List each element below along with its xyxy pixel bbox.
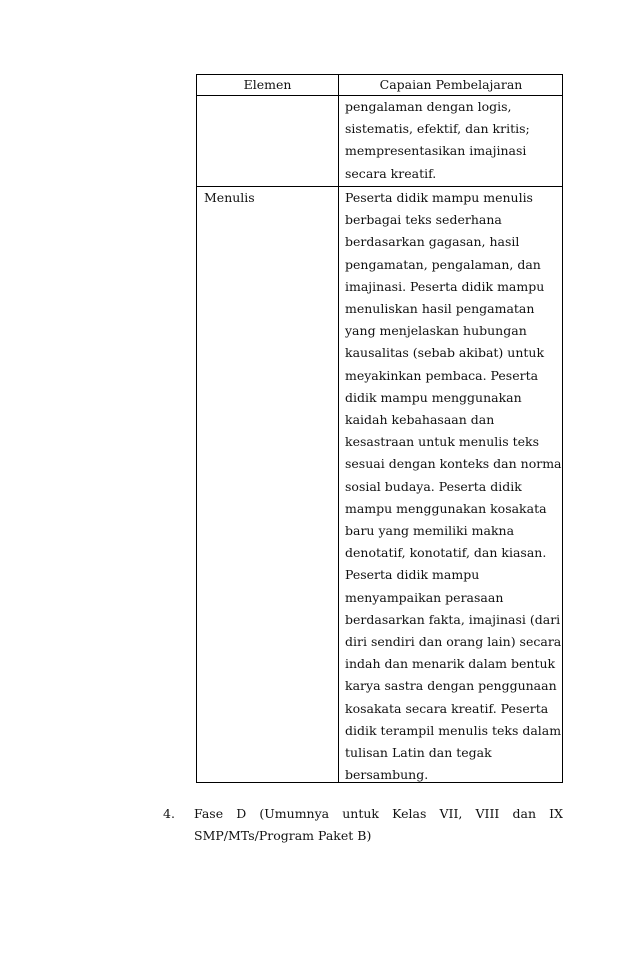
text-line: menyampaikan perasaan — [345, 589, 504, 605]
text-line: berdasarkan fakta, imajinasi (dari — [345, 611, 561, 627]
word: IX — [549, 806, 563, 821]
text-line: baru yang memiliki makna — [345, 523, 515, 539]
row1-capaian-cell — [345, 96, 530, 185]
header-capaian-pembelajaran: Capaian Pembelajaran — [379, 77, 523, 92]
text-line: didik mampu menggunakan — [345, 389, 522, 405]
text-line: tulisan Latin dan tegak — [345, 745, 492, 761]
column-divider — [338, 75, 339, 782]
word: Kelas — [392, 806, 427, 821]
text-line: yang menjelaskan hubungan — [345, 323, 527, 339]
text-line: secara kreatif. — [345, 165, 437, 181]
text-line: berbagai teks sederhana — [345, 212, 502, 228]
row2-capaian-cell — [345, 187, 562, 786]
text-line: karya sastra dengan penggunaan — [345, 678, 557, 694]
word: VIII — [475, 806, 500, 821]
text-line: pengalaman dengan logis, — [345, 99, 512, 114]
text-line: mampu menggunakan kosakata — [345, 500, 547, 516]
text-line: didik terampil menulis teks dalam — [345, 722, 562, 738]
word: (Umumnya — [259, 806, 330, 821]
text-line: bersambung. — [345, 767, 429, 783]
text-line: denotatif, konotatif, dan kiasan. — [345, 545, 547, 561]
word: untuk — [342, 806, 379, 821]
text-line: sesuai dengan konteks dan norma — [345, 456, 562, 472]
text-line: Peserta didik mampu menulis — [345, 190, 533, 205]
learning-outcomes-table — [196, 74, 563, 783]
text-line: berdasarkan gagasan, hasil — [345, 234, 520, 250]
list-number: 4. — [163, 806, 175, 821]
text-line: Peserta didik mampu — [345, 567, 480, 583]
text-line: meyakinkan pembaca. Peserta — [345, 367, 539, 383]
row2-element-cell: Menulis — [204, 190, 255, 205]
list-item-line-1 — [194, 803, 563, 825]
word: D — [236, 806, 247, 821]
text-line: kosakata secara kreatif. Peserta — [345, 700, 549, 716]
text-line: kaidah kebahasaan dan — [345, 412, 495, 428]
list-item-line-2: SMP/MTs/Program Paket B) — [194, 828, 372, 843]
text-line: imajinasi. Peserta didik mampu — [345, 278, 545, 294]
text-line: diri sendiri dan orang lain) secara — [345, 634, 562, 650]
text-line: sistematis, efektif, dan kritis; — [345, 121, 530, 137]
text-line: kesastraan untuk menulis teks — [345, 434, 540, 450]
text-line: menuliskan hasil pengamatan — [345, 301, 535, 317]
text-line: mempresentasikan imajinasi — [345, 143, 527, 159]
word: Fase — [194, 806, 224, 821]
text-line: kausalitas (sebab akibat) untuk — [345, 345, 545, 361]
text-line: sosial budaya. Peserta didik — [345, 478, 522, 494]
word: dan — [512, 806, 536, 821]
header-elemen: Elemen — [243, 77, 292, 92]
text-line: pengamatan, pengalaman, dan — [345, 256, 541, 272]
text-line: indah dan menarik dalam bentuk — [345, 656, 556, 672]
word: VII, — [439, 806, 463, 821]
